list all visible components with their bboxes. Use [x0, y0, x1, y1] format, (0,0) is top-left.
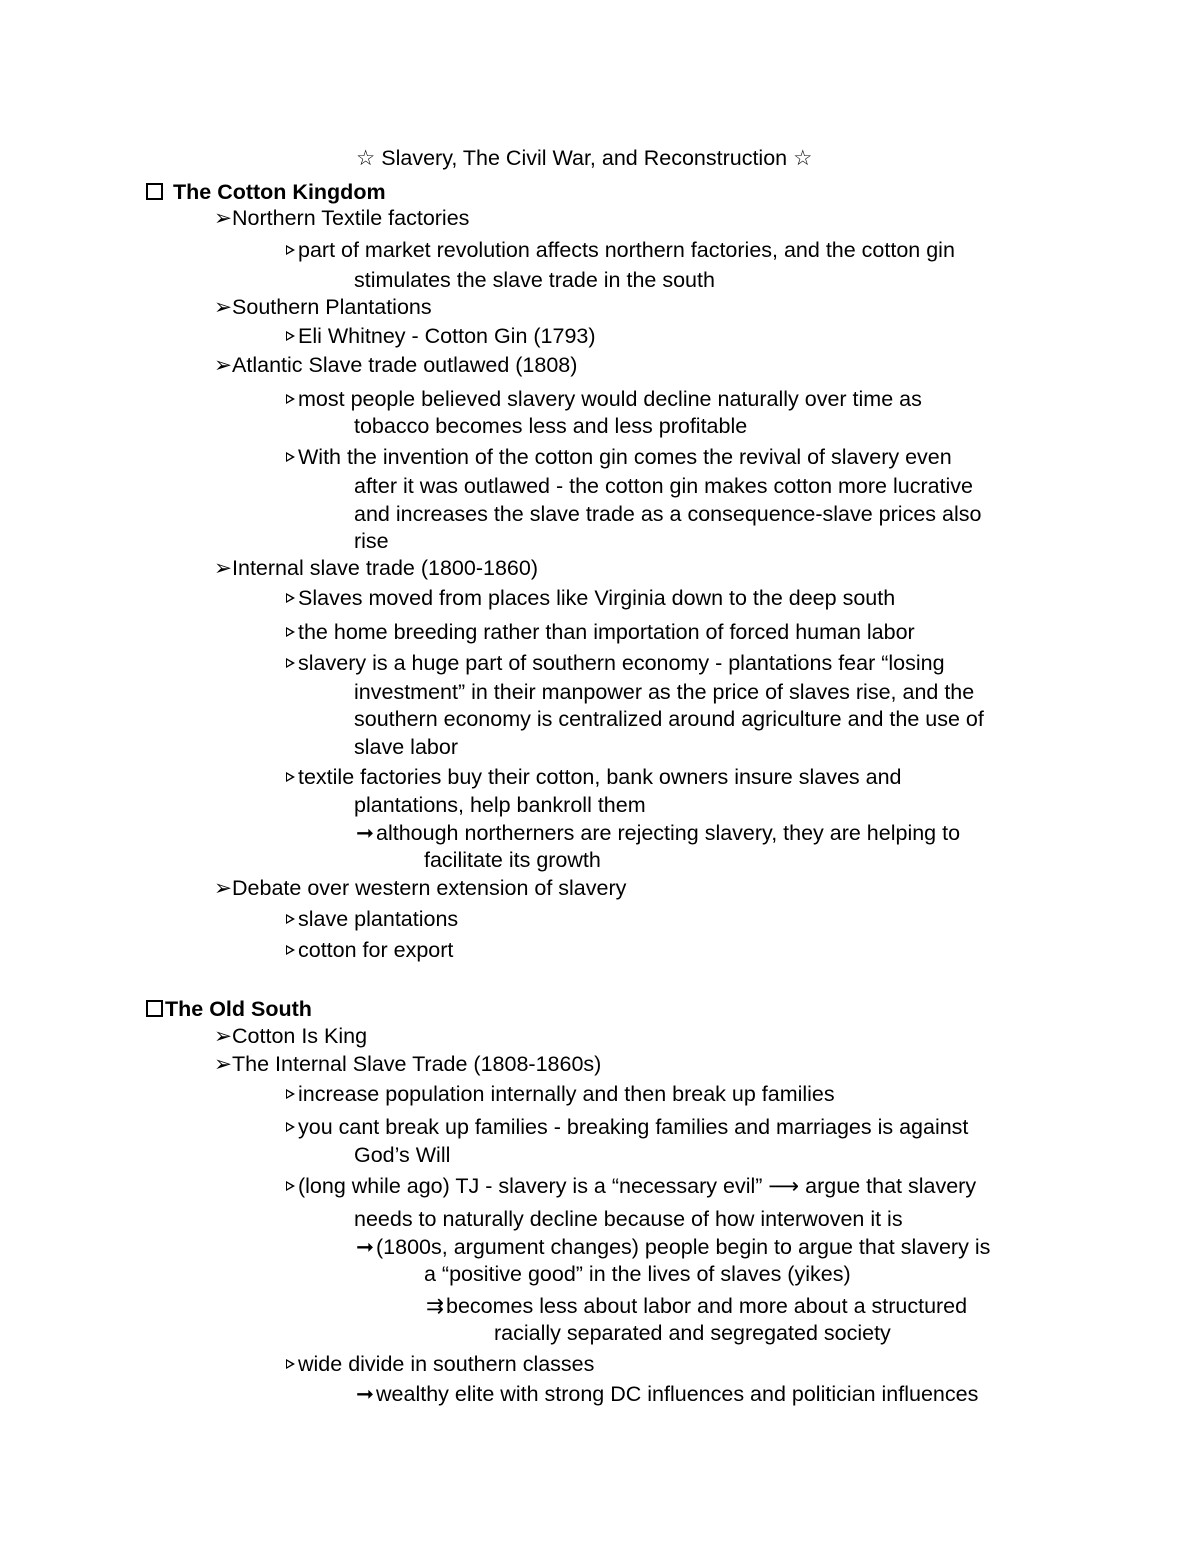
- right-arrow-bullet-icon: ➞: [356, 821, 375, 845]
- list-item: ➢Internal slave trade (1800-1860): [214, 556, 538, 580]
- list-item: ➢Southern Plantations: [214, 295, 432, 319]
- triangle-bullet-icon: [286, 245, 295, 255]
- list-item-continuation: investment” in their manpower as the price of slaves rise, and the: [354, 680, 975, 704]
- list-item-continuation: stimulates the slave trade in the south: [354, 268, 715, 292]
- arrowhead-bullet-icon: ➢: [214, 295, 233, 319]
- list-item: ➞wealthy elite with strong DC influences and politician influences: [356, 1382, 979, 1406]
- list-item: ➞(1800s, argument changes) people begin to argue that slavery is: [356, 1235, 991, 1259]
- list-item-continuation: southern economy is centralized around agriculture and the use of: [354, 707, 984, 731]
- triangle-bullet-icon: [286, 658, 295, 668]
- list-item: cotton for export: [286, 940, 453, 962]
- arrowhead-bullet-icon: ➢: [214, 1024, 233, 1048]
- arrowhead-bullet-icon: ➢: [214, 556, 233, 580]
- list-item: slavery is a huge part of southern economy - plantations fear “losing: [286, 653, 945, 675]
- triangle-bullet-icon: [286, 1181, 295, 1191]
- list-item-continuation: God’s Will: [354, 1143, 451, 1167]
- list-item-continuation: racially separated and segregated society: [494, 1321, 891, 1345]
- arrowhead-bullet-icon: ➢: [214, 206, 233, 230]
- triangle-bullet-icon: [286, 1122, 295, 1132]
- triangle-bullet-icon: [286, 394, 295, 404]
- arrowhead-bullet-icon: ➢: [214, 1052, 233, 1076]
- list-item: ➢Cotton Is King: [214, 1024, 368, 1048]
- list-item: With the invention of the cotton gin comes the revival of slavery even: [286, 447, 952, 469]
- list-item: the home breeding rather than importation of forced human labor: [286, 622, 915, 644]
- checkbox-icon: [146, 1000, 163, 1017]
- list-item: ➞although northerners are rejecting slavery, they are helping to: [356, 821, 961, 845]
- list-item-continuation: plantations, help bankroll them: [354, 793, 646, 817]
- list-item-continuation: after it was outlawed - the cotton gin makes cotton more lucrative: [354, 474, 974, 498]
- triangle-bullet-icon: [286, 1089, 295, 1099]
- arrowhead-bullet-icon: ➢: [214, 353, 233, 377]
- section-heading-old-south: The Old South: [146, 999, 312, 1021]
- section-heading-cotton-kingdom: The Cotton Kingdom: [146, 182, 386, 204]
- list-item: Eli Whitney - Cotton Gin (1793): [286, 326, 596, 348]
- list-item-continuation: a “positive good” in the lives of slaves (yikes): [424, 1262, 851, 1286]
- list-item: ⇉becomes less about labor and more about a structured: [426, 1294, 968, 1318]
- list-item: Slaves moved from places like Virginia down to the deep south: [286, 588, 895, 610]
- triangle-bullet-icon: [286, 593, 295, 603]
- triangle-bullet-icon: [286, 772, 295, 782]
- list-item-continuation: slave labor: [354, 735, 458, 759]
- double-right-arrow-bullet-icon: ⇉: [426, 1294, 445, 1318]
- triangle-bullet-icon: [286, 452, 295, 462]
- list-item: you cant break up families - breaking families and marriages is against: [286, 1117, 968, 1139]
- checkbox-icon: [146, 183, 163, 200]
- triangle-bullet-icon: [286, 945, 295, 955]
- list-item: ➢Debate over western extension of slavery: [214, 876, 627, 900]
- list-item: (long while ago) TJ - slavery is a “necessary evil” ⟶ argue that slavery: [286, 1176, 976, 1198]
- triangle-bullet-icon: [286, 627, 295, 637]
- page-title: ☆ Slavery, The Civil War, and Reconstruction ☆: [356, 146, 813, 170]
- triangle-bullet-icon: [286, 331, 295, 341]
- list-item: increase population internally and then break up families: [286, 1084, 835, 1106]
- list-item: ➢The Internal Slave Trade (1808-1860s): [214, 1052, 602, 1076]
- arrowhead-bullet-icon: ➢: [214, 876, 233, 900]
- list-item: wide divide in southern classes: [286, 1354, 594, 1376]
- list-item-continuation: facilitate its growth: [424, 848, 601, 872]
- list-item: ➢Atlantic Slave trade outlawed (1808): [214, 353, 578, 377]
- list-item-continuation: tobacco becomes less and less profitable: [354, 414, 748, 438]
- list-item: textile factories buy their cotton, bank owners insure slaves and: [286, 767, 902, 789]
- triangle-bullet-icon: [286, 1359, 295, 1369]
- right-arrow-bullet-icon: ➞: [356, 1235, 375, 1259]
- list-item: most people believed slavery would decline naturally over time as: [286, 389, 922, 411]
- list-item: part of market revolution affects northern factories, and the cotton gin: [286, 240, 955, 262]
- list-item: ➢Northern Textile factories: [214, 206, 470, 230]
- list-item-continuation: rise: [354, 529, 389, 553]
- list-item: slave plantations: [286, 909, 458, 931]
- right-arrow-bullet-icon: ➞: [356, 1382, 375, 1406]
- list-item-continuation: and increases the slave trade as a consequence-slave prices also: [354, 502, 982, 526]
- triangle-bullet-icon: [286, 914, 295, 924]
- list-item-continuation: needs to naturally decline because of how interwoven it is: [354, 1207, 903, 1231]
